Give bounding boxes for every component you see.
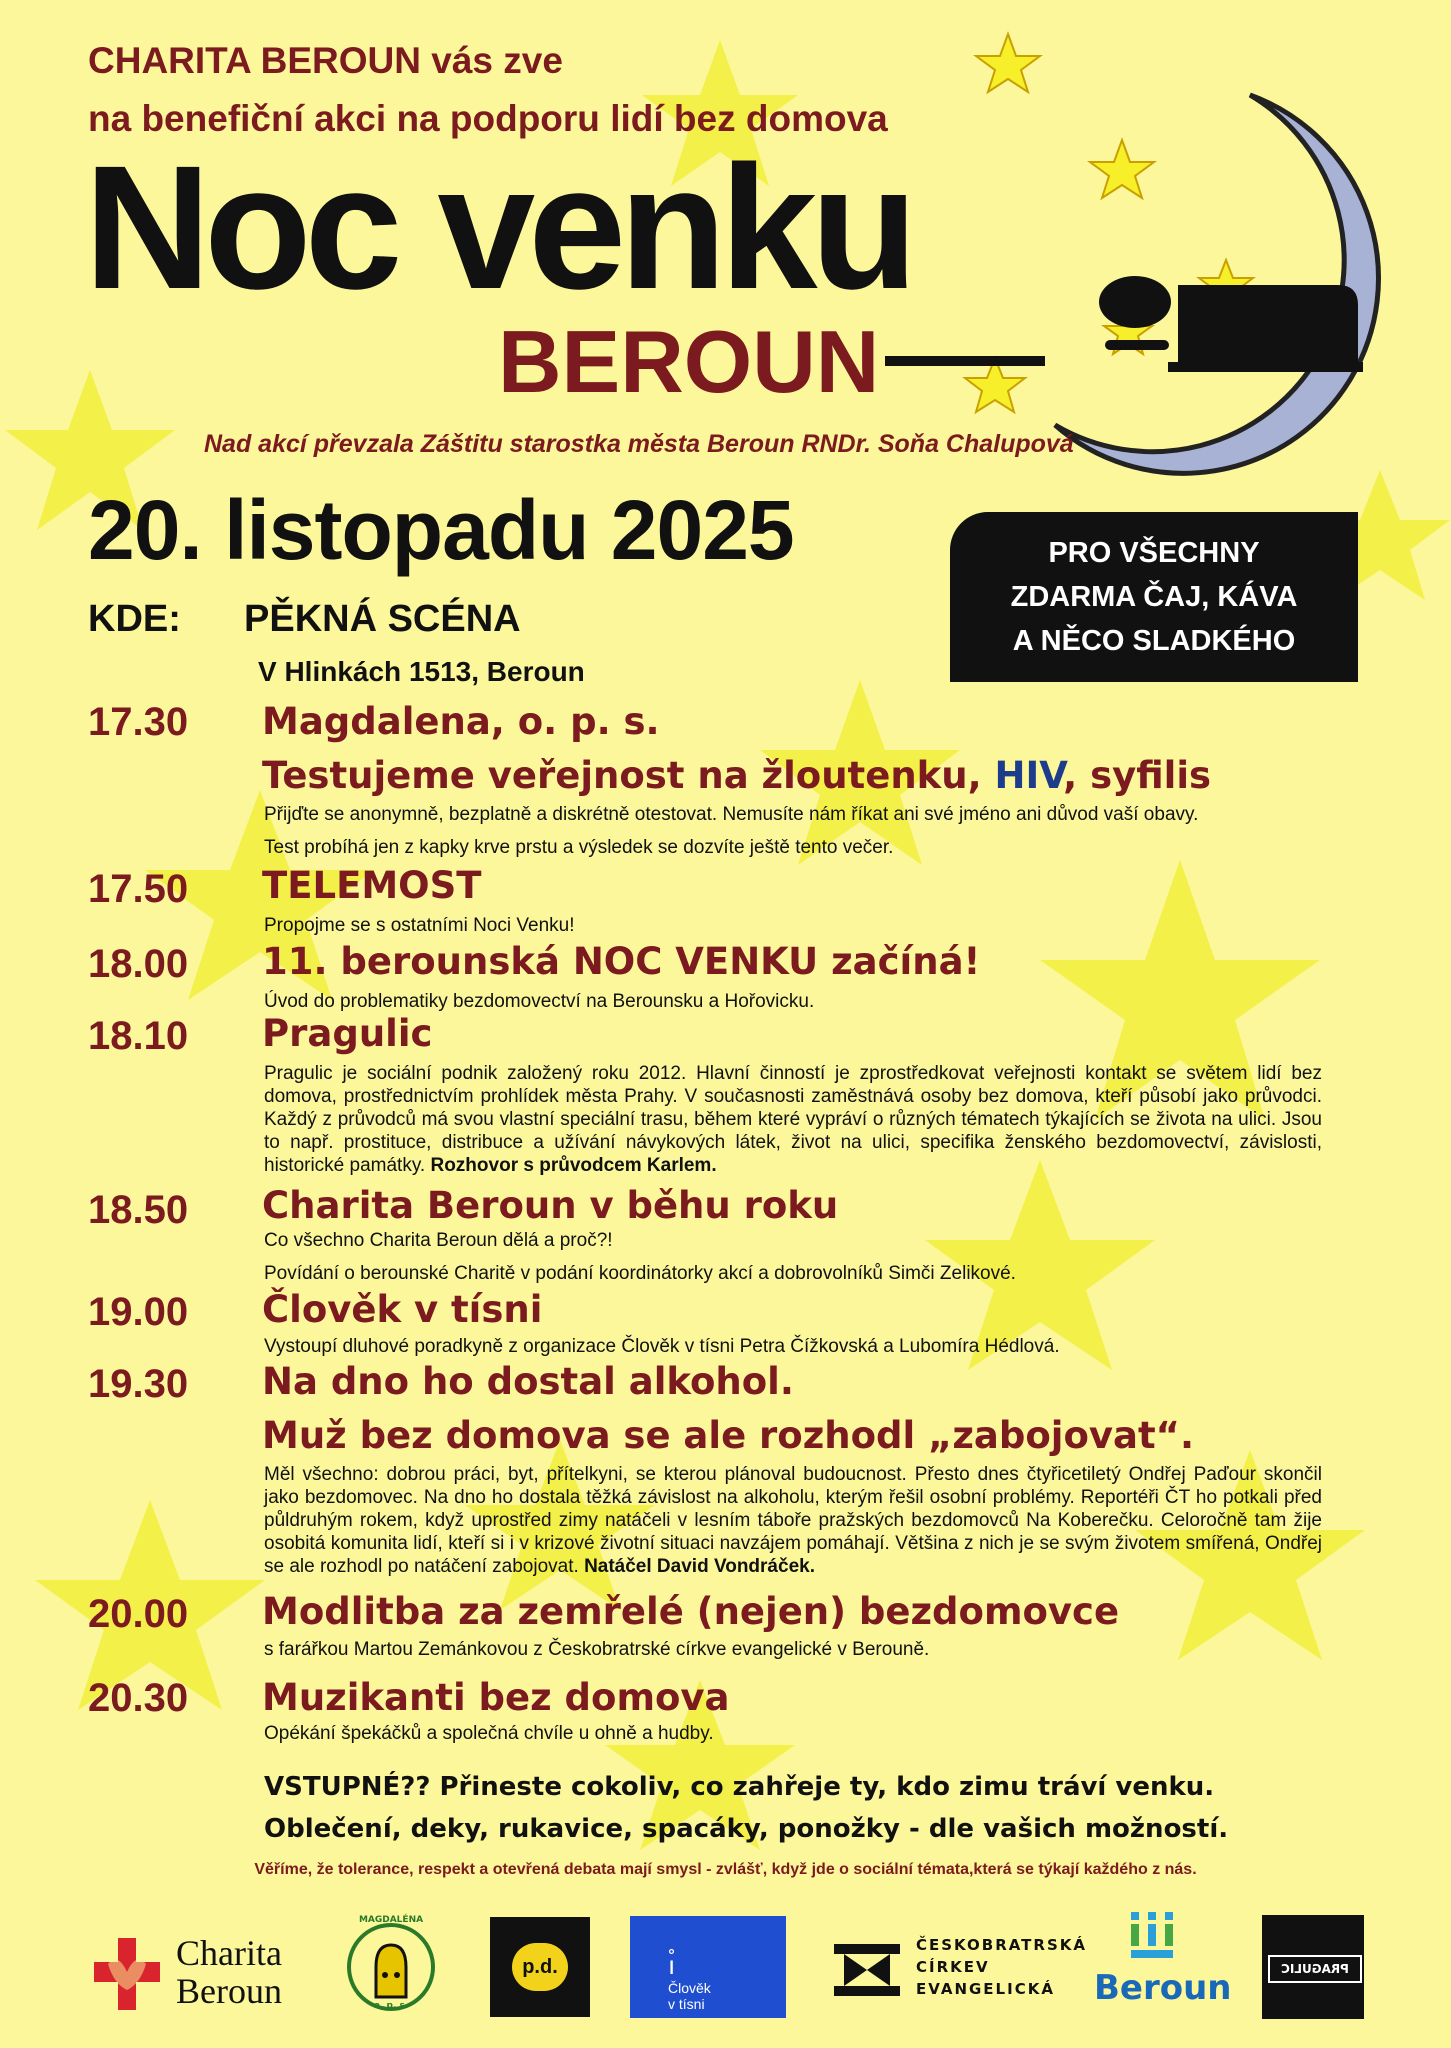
program-title: Pragulic xyxy=(262,1012,433,1055)
program-title: Muzikanti bez domova xyxy=(262,1676,730,1719)
program-description: Propojme se s ostatními Noci Venku! xyxy=(264,915,575,936)
star-icon xyxy=(965,358,1025,412)
entry-fee-line-1: VSTUPNÉ?? Přineste cokoliv, co zahřeje ty, kdo zimu tráví venku. xyxy=(264,1772,1215,1802)
program-description: Přijďte se anonymně, bezplatně a diskrétně otestovat. Nemusíte nám říkat ani své jméno ani důvod vaší obavy. xyxy=(264,804,1199,825)
program-description: Co všechno Charita Beroun dělá a proč?! xyxy=(264,1230,613,1251)
magdalena-emblem-icon xyxy=(346,1915,436,2015)
program-description xyxy=(264,1062,1322,1177)
cce-logo-line-3: EVANGELICKÁ xyxy=(916,1980,1055,1998)
program-time: 17.50 xyxy=(88,867,189,911)
star-icon xyxy=(1090,140,1154,198)
title-part: , syfilis xyxy=(1063,754,1212,797)
pragulic-logo xyxy=(1262,1915,1364,2019)
description-highlight: Natáčel David Vondráček. xyxy=(584,1556,815,1577)
program-description: Povídání o berounské Charitě v podání koordinátorky akcí a dobrovolníků Simči Zelikové. xyxy=(264,1263,1016,1284)
cce-logo xyxy=(832,1934,1088,2004)
patronage-note: Nad akcí převzala Záštitu starostka města Beroun RNDr. Soňa Chalupová xyxy=(204,430,1074,458)
sleeping-figure-icon xyxy=(1099,276,1363,372)
beroun-logo-text: Beroun xyxy=(1094,1968,1232,2008)
program-title: 11. berounská NOC VENKU začíná! xyxy=(262,940,981,983)
entry-fee-line-2: Oblečení, deky, rukavice, spacáky, ponožky - dle vašich možností. xyxy=(264,1814,1229,1844)
clovek-logo-text xyxy=(668,1950,711,2012)
motto: Věříme, že tolerance, respekt a otevřená debata mají smysl - zvlášť, když jde o sociální témata,která se týkají každého z nás. xyxy=(254,1861,1197,1878)
program-description: Vystoupí dluhové poradkyně z organizace Člověk v tísni Petra Čížkovská a Lubomíra Hédlová. xyxy=(264,1336,1060,1357)
program-time: 20.30 xyxy=(88,1676,189,1720)
program-title-2: Muž bez domova se ale rozhodl „zabojovat“. xyxy=(262,1414,1195,1457)
clovek-logo-line-2: v tísni xyxy=(668,1996,705,2012)
cce-logo-line-1: ČESKOBRATRSKÁ xyxy=(916,1936,1088,1954)
cce-logo-line-2: CÍRKEV xyxy=(916,1958,990,1976)
program-title: Na dno ho dostal alkohol. xyxy=(262,1360,794,1403)
program-title: Modlitba za zemřelé (nejen) bezdomovce xyxy=(262,1590,1120,1633)
program-description xyxy=(264,1463,1322,1578)
clovek-v-tisni-logo xyxy=(630,1916,786,2018)
charita-beroun-logo xyxy=(88,1934,318,2014)
free-box-line-2: ZDARMA ČAJ, KÁVA xyxy=(1010,581,1298,613)
clovek-logo-line-1: Člověk xyxy=(668,1980,711,1996)
program-description: Test probíhá jen z kapky krve prstu a výsledek se dozvíte ještě tento večer. xyxy=(264,837,894,858)
chalice-icon xyxy=(832,1942,902,1998)
title-part: Testujeme veřejnost na žloutenku, xyxy=(262,754,995,797)
program-title: TELEMOST xyxy=(262,864,482,907)
location-venue: PĚKNÁ SCÉNA xyxy=(244,598,521,640)
event-title: Noc venku xyxy=(84,130,912,326)
program-title: Charita Beroun v běhu roku xyxy=(262,1184,839,1227)
charita-logo-line-2: Beroun xyxy=(176,1971,282,2011)
description-text: Pragulic je sociální podnik založený roku 2012. Hlavní činností je zprostředkovat veřejnosti kontakt se světem lidí bez domova, prostřednictvím prohlídek města Prahy. V současnosti zaměstnává osoby bez domova, kteří působí jako průvodci. Každý z průvodců má svou vlastní speciální trasu, během které vypráví o různých tématech týkajících se života na ulici. Jsou to např. prostituce, distribuce a užívání návykových látek, život na ulici, specifika ženského bezdomovectví, závislosti, historické památky. xyxy=(264,1063,1322,1176)
free-box-line-3: A NĚCO SLADKÉHO xyxy=(1012,625,1296,657)
star-icon xyxy=(976,34,1040,92)
cce-logo-text xyxy=(916,1934,1087,2000)
program-title-2 xyxy=(262,754,1211,797)
invitation-line-2: na benefiční akci na podporu lidí bez domova xyxy=(88,98,888,139)
program-time: 19.00 xyxy=(88,1290,189,1334)
program-description: s farářkou Martou Zemánkovou z Českobratrské církve evangelické v Berouně. xyxy=(264,1639,930,1660)
pd-logo xyxy=(490,1917,590,2017)
program-title: Magdalena, o. p. s. xyxy=(262,700,660,743)
program-description: Úvod do problematiky bezdomovectví na Berounsku a Hořovicku. xyxy=(264,991,815,1012)
program-title: Člověk v tísni xyxy=(262,1288,543,1331)
program-time: 18.50 xyxy=(88,1188,189,1232)
description-text: Měl všechno: dobrou práci, byt, přítelkyni, se kterou plánoval budoucnost. Přesto dnes čtyřicetiletý Ondřej Paďour skončil jako bezdomovec. Na dno ho dostala těžká závislost na alkoholu, kterým řešil osobní problémy. Reportéři ČT ho potkali před půldruhým rokem, když uprostřed zimy natáčeli v lesním táboře pražských bezdomovců Na Koberečku. Celoročně tam žije osobitá komunita lidí, kteří si i v krizové životní situaci navzájem pomáhají. Většina z nich je se svým životem smířená, Ondřej se ale rozhodl po natáčení zabojovat. xyxy=(264,1464,1322,1577)
magdalena-logo-text: MAGDALÉNA xyxy=(358,1915,424,1925)
event-date: 20. listopadu 2025 xyxy=(88,483,794,577)
location-address: V Hlinkách 1513, Beroun xyxy=(258,656,585,687)
beroun-emblem-icon xyxy=(1127,1910,1177,1962)
program-time: 20.00 xyxy=(88,1592,189,1636)
pd-logo-text: p.d. xyxy=(512,1943,568,1991)
description-highlight: Rozhovor s průvodcem Karlem. xyxy=(430,1155,717,1176)
free-refreshments-box xyxy=(950,512,1358,682)
program-time: 18.00 xyxy=(88,942,189,986)
free-box-line-1: PRO VŠECHNY xyxy=(1048,537,1260,569)
pragulic-logo-text: PRAGULIC xyxy=(1268,1955,1362,1983)
magdalena-logo xyxy=(346,1915,436,2015)
program-time: 19.30 xyxy=(88,1362,189,1406)
program-time: 17.30 xyxy=(88,700,189,744)
charita-logo-line-1: Charita xyxy=(176,1933,282,1973)
person-icon: ı̊ xyxy=(668,1950,676,1980)
invitation-line-1: CHARITA BEROUN vás zve xyxy=(88,40,563,81)
program-description: Opékání špekáčků a společná chvíle u ohně a hudby. xyxy=(264,1723,714,1744)
program-time: 18.10 xyxy=(88,1014,189,1058)
magdalena-logo-ops: o. p. s. xyxy=(373,2001,409,2011)
title-underline xyxy=(885,356,1045,366)
location-label: KDE: xyxy=(88,598,181,640)
hiv-highlight: HIV xyxy=(994,754,1064,797)
charita-cross-icon xyxy=(88,1934,166,2014)
event-subtitle: BEROUN xyxy=(498,312,880,411)
beroun-city-logo xyxy=(1094,1910,1232,2020)
